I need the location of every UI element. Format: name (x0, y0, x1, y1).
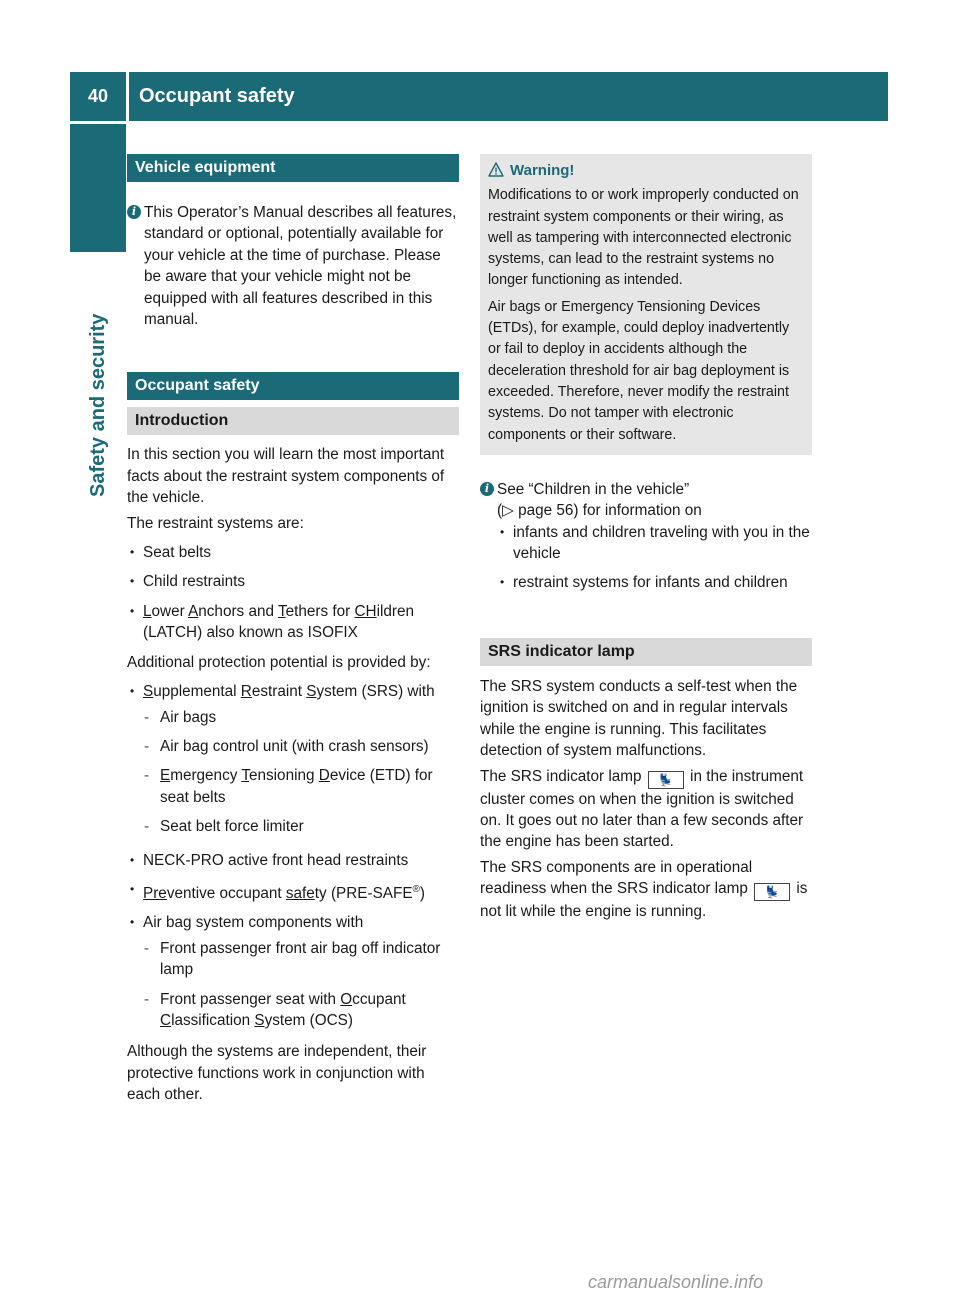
list-item: • Child restraints (127, 571, 459, 592)
right-column (480, 154, 812, 927)
srs-paragraph-3: The SRS components are in operational readiness when the SRS indicator lamp 💺 is not lit while the engine is running. (480, 858, 808, 921)
page-title: Occupant safety (129, 72, 888, 121)
closing-paragraph: Although the systems are independent, their protective functions work in conjunction with each other. (127, 1043, 427, 1104)
list-item: • Seat belts (127, 542, 459, 563)
list-item: - Emergency Tensioning Device (ETD) for seat belts (127, 765, 459, 808)
list-item: - Front passenger front air bag off indicator lamp (127, 938, 459, 981)
warning-triangle-icon (488, 162, 504, 178)
see-note (480, 479, 812, 522)
list-item: • Lower Anchors and Tethers for CHildren (LATCH) also known as ISOFIX (127, 601, 459, 644)
additional-protection: Additional protection potential is provided by: (127, 653, 431, 671)
seated-person-airbag-icon: 💺 (754, 883, 790, 901)
vehicle-equipment-heading: Vehicle equipment (127, 154, 459, 182)
list-item: - Air bag control unit (with crash sensors) (127, 736, 459, 757)
occupant-safety-heading: Occupant safety (127, 372, 459, 400)
page-number: 40 (70, 72, 126, 121)
restraint-systems-intro: The restraint systems are: (127, 514, 304, 532)
warning-paragraph-1: Modifications to or work improperly conducted on restraint system components or their wiring, as well as tampering with interconnected electronic systems, can lead to the restraint systems no longer functioning as intended. (488, 187, 799, 289)
intro-paragraph: In this section you will learn the most important facts about the restraint system components of the vehicle. (127, 446, 445, 507)
info-note-text: This Operator’s Manual describes all features, standard or optional, potentially available for your vehicle at the time of purchase. Please be aware that your vehicle might not be equipped with all features described in this manual. (144, 204, 457, 329)
info-icon: i (480, 482, 494, 496)
list-item: - Air bags (127, 707, 459, 728)
srs-paragraph-1: The SRS system conducts a self-test when the ignition is switched on and in regular intervals while the engine is running. This facilitates detection of system malfunctions. (480, 677, 798, 760)
list-item: • restraint systems for infants and children (497, 572, 812, 593)
seated-person-airbag-icon: 💺 (648, 771, 684, 789)
list-item: • Air bag system components with (127, 912, 459, 933)
srs-paragraph-2: The SRS indicator lamp 💺 in the instrument cluster comes on when the ignition is switched on. It goes out no later than a few seconds after the engine has been started. (480, 767, 804, 851)
list-item: - Front passenger seat with Occupant Classification System (OCS) (127, 989, 459, 1032)
warning-paragraph-2: Air bags or Emergency Tensioning Devices (ETDs), for example, could deploy inadvertently or fail to deploy in accidents although the deceleration threshold for air bag deployment is exceeded. Therefore, never modify the restraint systems. Do not tamper with electronic components or their software. (488, 298, 790, 443)
list-item: • NECK-PRO active front head restraints (127, 850, 459, 871)
info-note (127, 202, 459, 330)
left-column (127, 154, 459, 1110)
side-tab-label: Safety and security (87, 313, 109, 497)
info-icon: i (127, 205, 141, 219)
list-item: • infants and children traveling with you in the vehicle (497, 522, 812, 565)
warning-box (480, 154, 812, 455)
list-item: - Seat belt force limiter (127, 816, 459, 837)
see-note-line-1: See “Children in the vehicle” (497, 480, 690, 498)
introduction-heading: Introduction (127, 407, 459, 435)
watermark: carmanualsonline.info (588, 1272, 764, 1292)
srs-indicator-lamp-heading: SRS indicator lamp (480, 638, 812, 666)
list-item: • Supplemental Restraint System (SRS) with (127, 681, 459, 702)
warning-title: Warning! (488, 160, 804, 181)
see-note-line-2: (▷ page 56) for information on (497, 502, 702, 520)
list-item: • Preventive occupant safety (PRE-SAFE®) (127, 879, 459, 905)
